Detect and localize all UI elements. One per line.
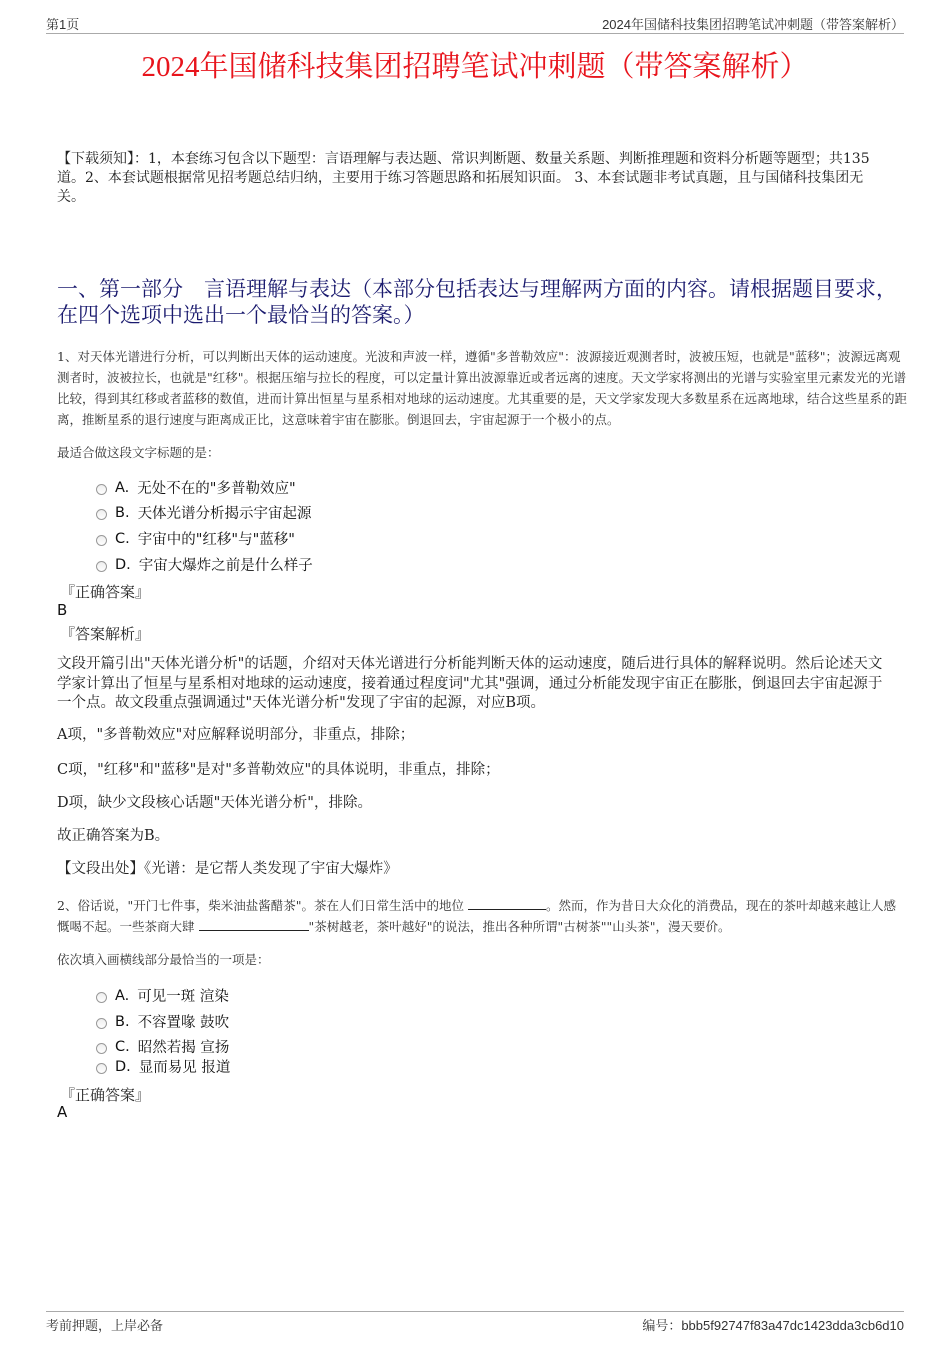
analysis-option-a: A项，"多普勒效应"对应解释说明部分，非重点，排除； bbox=[57, 727, 415, 743]
question-2-option-c[interactable] bbox=[96, 1036, 229, 1057]
header-doc-title: 2024年国储科技集团招聘笔试冲刺题（带答案解析） bbox=[602, 17, 904, 32]
option-letter: D. bbox=[115, 556, 131, 573]
fill-blank-1 bbox=[468, 897, 546, 910]
option-letter: A. bbox=[115, 479, 130, 496]
option-letter: A. bbox=[115, 987, 130, 1004]
option-letter: D. bbox=[115, 1058, 131, 1075]
analysis-label: 『答案解析』 bbox=[60, 625, 151, 643]
option-text: 可见一斑 渲染 bbox=[137, 989, 229, 1005]
option-text: 天体光谱分析揭示宇宙起源 bbox=[137, 506, 312, 522]
page-header bbox=[46, 14, 904, 34]
question-1-option-a[interactable] bbox=[96, 477, 296, 498]
correct-answer: B bbox=[57, 601, 68, 619]
question-2-option-a[interactable] bbox=[96, 985, 229, 1006]
option-letter: B. bbox=[115, 504, 130, 521]
question-2-option-d[interactable] bbox=[96, 1056, 230, 1077]
document-title: 2024年国储科技集团招聘笔试冲刺题（带答案解析） bbox=[141, 51, 809, 83]
fill-blank-2 bbox=[199, 918, 309, 931]
question-2-option-b[interactable] bbox=[96, 1011, 229, 1032]
footer-serial: 编号：bbb5f92747f83a47dc1423dda3cb6d10 bbox=[642, 1318, 904, 1333]
question-1-option-c[interactable] bbox=[96, 528, 295, 549]
radio-icon[interactable] bbox=[96, 1043, 107, 1054]
analysis-option-d: D项，缺少文段核心话题"天体光谱分析"，排除。 bbox=[57, 795, 372, 811]
download-notice: 【下载须知】：1，本套练习包含以下题型：言语理解与表达题、常识判断题、数量关系题、判断推理题和资料分析题等题型；共135道。2、本套试题根据常见招考题总结归纳，主要用于练习答题思路和拓展知识面。 3、本套试题非考试真题，且与国储科技集团无关。 bbox=[57, 151, 870, 205]
question-2-text: 2、俗话说，"开门七件事，柴米油盐酱醋茶"。茶在人们日常生活中的地位 。然而，作为昔日大众化的消费品，现在的茶叶却越来越让人感慨喝不起。一些茶商大肆 "茶树越老，茶叶越好"的说法，推出各种所谓"古树茶""山头茶"，漫天要价。 bbox=[57, 898, 896, 934]
section-heading: 一、第一部分 言语理解与表达（本部分包括表达与理解两方面的内容。请根据题目要求，在四个选项中选出一个最恰当的答案。） bbox=[57, 277, 897, 327]
option-text: 无处不在的"多普勒效应" bbox=[137, 481, 296, 497]
question-1-option-d[interactable] bbox=[96, 554, 313, 575]
analysis-conclusion: 故正确答案为B。 bbox=[57, 828, 170, 844]
radio-icon[interactable] bbox=[96, 535, 107, 546]
radio-icon[interactable] bbox=[96, 509, 107, 520]
option-text: 昭然若揭 宣扬 bbox=[137, 1040, 230, 1056]
radio-icon[interactable] bbox=[96, 1063, 107, 1074]
correct-answer-label: 『正确答案』 bbox=[60, 583, 151, 601]
option-letter: C. bbox=[115, 530, 130, 547]
option-text: 不容置喙 鼓吹 bbox=[137, 1015, 230, 1031]
page-number: 第1页 bbox=[46, 17, 80, 32]
option-text: 显而易见 报道 bbox=[138, 1060, 231, 1076]
radio-icon[interactable] bbox=[96, 1018, 107, 1029]
question-2-prompt: 依次填入画横线部分最恰当的一项是： bbox=[57, 952, 270, 967]
option-letter: C. bbox=[115, 1038, 130, 1055]
radio-icon[interactable] bbox=[96, 992, 107, 1003]
correct-answer: A bbox=[57, 1103, 68, 1121]
footer-slogan: 考前押题，上岸必备 bbox=[46, 1318, 164, 1333]
question-1-prompt: 最适合做这段文字标题的是： bbox=[57, 445, 220, 460]
question-1-text: 1、对天体光谱进行分析，可以判断出天体的运动速度。光波和声波一样，遵循"多普勒效应"：波源接近观测者时，波被压短，也就是"蓝移"；波源远离观测者时，波被拉长，也就是"红移"。根据压缩与拉长的程度，可以定量计算出波源靠近或者远离的速度。天文学家将测出的光谱与实验室里元素发光的光谱比较，得到其红移或者蓝移的数值，进而计算出恒星与星系相对地球的运动速度。尤其重要的是，天文学家发现大多数星系在远离地球，结合这些星系的距离，推断星系的退行速度与距离成正比，这意味着宇宙在膨胀。倒退回去，宇宙起源于一个极小的点。 bbox=[57, 349, 908, 427]
radio-icon[interactable] bbox=[96, 484, 107, 495]
option-text: 宇宙大爆炸之前是什么样子 bbox=[138, 558, 313, 574]
page-footer bbox=[46, 1311, 904, 1333]
radio-icon[interactable] bbox=[96, 561, 107, 572]
option-letter: B. bbox=[115, 1013, 130, 1030]
option-text: 宇宙中的"红移"与"蓝移" bbox=[137, 532, 295, 548]
correct-answer-label: 『正确答案』 bbox=[60, 1086, 151, 1104]
analysis-option-c: C项，"红移"和"蓝移"是对"多普勒效应"的具体说明，非重点，排除； bbox=[57, 762, 500, 778]
analysis-source: 【文段出处】《光谱：是它帮人类发现了宇宙大爆炸》 bbox=[57, 861, 398, 877]
question-1-option-b[interactable] bbox=[96, 502, 312, 523]
analysis-paragraph: 文段开篇引出"天体光谱分析"的话题，介绍对天体光谱进行分析能判断天体的运动速度，随后进行具体的解释说明。然后论述天文学家计算出了恒星与星系相对地球的运动速度，接着通过程度词"尤其"强调，通过分析能发现宇宙正在膨胀，倒退回去宇宙起源于一个点。故文段重点强调通过"天体光谱分析"发现了宇宙的起源，对应B项。 bbox=[57, 656, 883, 711]
